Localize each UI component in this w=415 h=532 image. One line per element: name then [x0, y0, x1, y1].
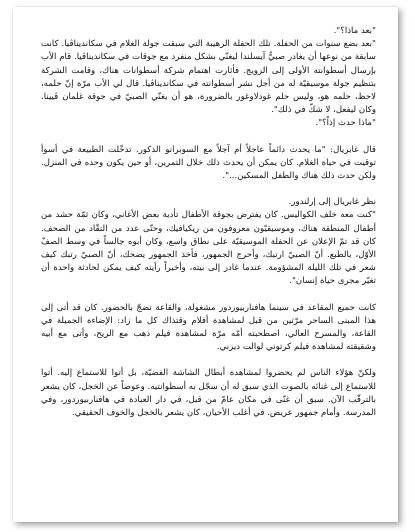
paragraph-spacer [41, 183, 376, 196]
paragraph-8: ولكنّ هؤلاء الناس لم يحضروا لمشاهدة أبطال الشاشة الفضيّة، بل أتوا للاستماع إليه. أتوا للاستماع إلى غنائه بالصوت الذي سبق له أن سجّل به أسطوانتيه. وعوضاً عن الخجل، كان يشعر بالترقّب الآن. سبق أن غنّى في مكان عامّ من قبل، في دار العبادة في هافناربيوردور، وفي المدرسة. وأمام جمهور عريض. في أغلب الأحيان، كان يشعر بالخجل والخوف الحقيقي. [41, 368, 376, 419]
paragraph-spacer [41, 131, 376, 144]
paragraph-4: قال غابريال: "ما يحدث دائماً عاجلاً أم آجلاً مع السوبرانو الذكور. تدخّلت الطبيعة في أسوأ توقيت في حياة الغلام. كان يمكن أن يحدث ذلك خلال التمرين، أو حين يكون وحده في المنزل. ولكن حدث ذلك هناك والطفل المسكين...". [41, 144, 376, 182]
document-page [13, 7, 398, 522]
paragraph-spacer [41, 354, 376, 367]
section-break [41, 289, 376, 302]
paragraph-2: "بعد بضع سنوات من الحفلة. تلك الحفلة الرهيبة التي سبقت جولة الغلام في سكانديناڤيا. كانت سابقة من نوعها أن يغادر صبيٌّ آيسلندا ليغنّي بشكل منفرد مع جوقات في سكانديناڤيا. قام الأب بإرسال أسطوانته الأولى إلى الزويج. فأثارت اهتمام شركة أسطوانات هناك، وقامت الشركة بتنظيم جولة موسيقيّة له من أجل نشر أسطوانته في سكانديناڤيا. قال لي الأب مرّة إنّ حلمه، لاحظ، حلمه هو، وليس حلم غودلاوغور بالضرورة، هو أن يغنّي الصبيّ في جوقة غلمان ڤيينا. وكان ليفعل، لا شكّ في ذلك". [41, 39, 376, 116]
paragraph-6: "كنت معه خلف الكواليس. كان يفترض بجوقة الأطفال تأدية بعض الأغاني، وكان ثمّة حشد من أطفال المنطقة هناك، وموسيقيّون معروفون من ريكيافيك، وحتّى عدد من النقّاد من الصحف. كان قد تمّ الإعلان عن الحفلة الموسيقيّة على نطاق واسع، وكان أبوه جالساً في وسط الصفّ الأوّل، بالطبع. أنّ الصبيّ ارتبك، وأحرج الجمهور، فأخذ الجمهور يضحك، أنّ الصبيّ رتبك كيف شعر في تلك الليلة المشؤومة. عندما غادر إلى بيته، وأخيراً رأيته كيف يمكن لحادثة واحدة أن تغيّر مجرى حياة إنسان". [41, 210, 376, 287]
paragraph-7: كانت جميع المقاعد في سينما هافناربيوردور مشغولة، والقاعة تضجّ بالحضور. كان قد أتى إلى هذا المبنى الساحر مرّتين من قبل لمشاهدة أفلام وقتذاك كل ما زاد: الإضاءة الجميلة في القاعة، والمسرح العالي، اصطحبته أمّه مرّة لمشاهدة فيلم ذهب مع الريح، وأتى مع أبيه وشقيقته لمشاهدة فيلم كرتوني لوالت ديزني. [41, 302, 376, 353]
paragraph-1: "بعد ماذا؟". [333, 26, 376, 36]
paragraph-5: نظر غابريال إلى إرلندور. [288, 197, 376, 208]
document-text [41, 25, 376, 420]
paragraph-3: "ماذا حدث إذاً؟". [315, 118, 376, 129]
